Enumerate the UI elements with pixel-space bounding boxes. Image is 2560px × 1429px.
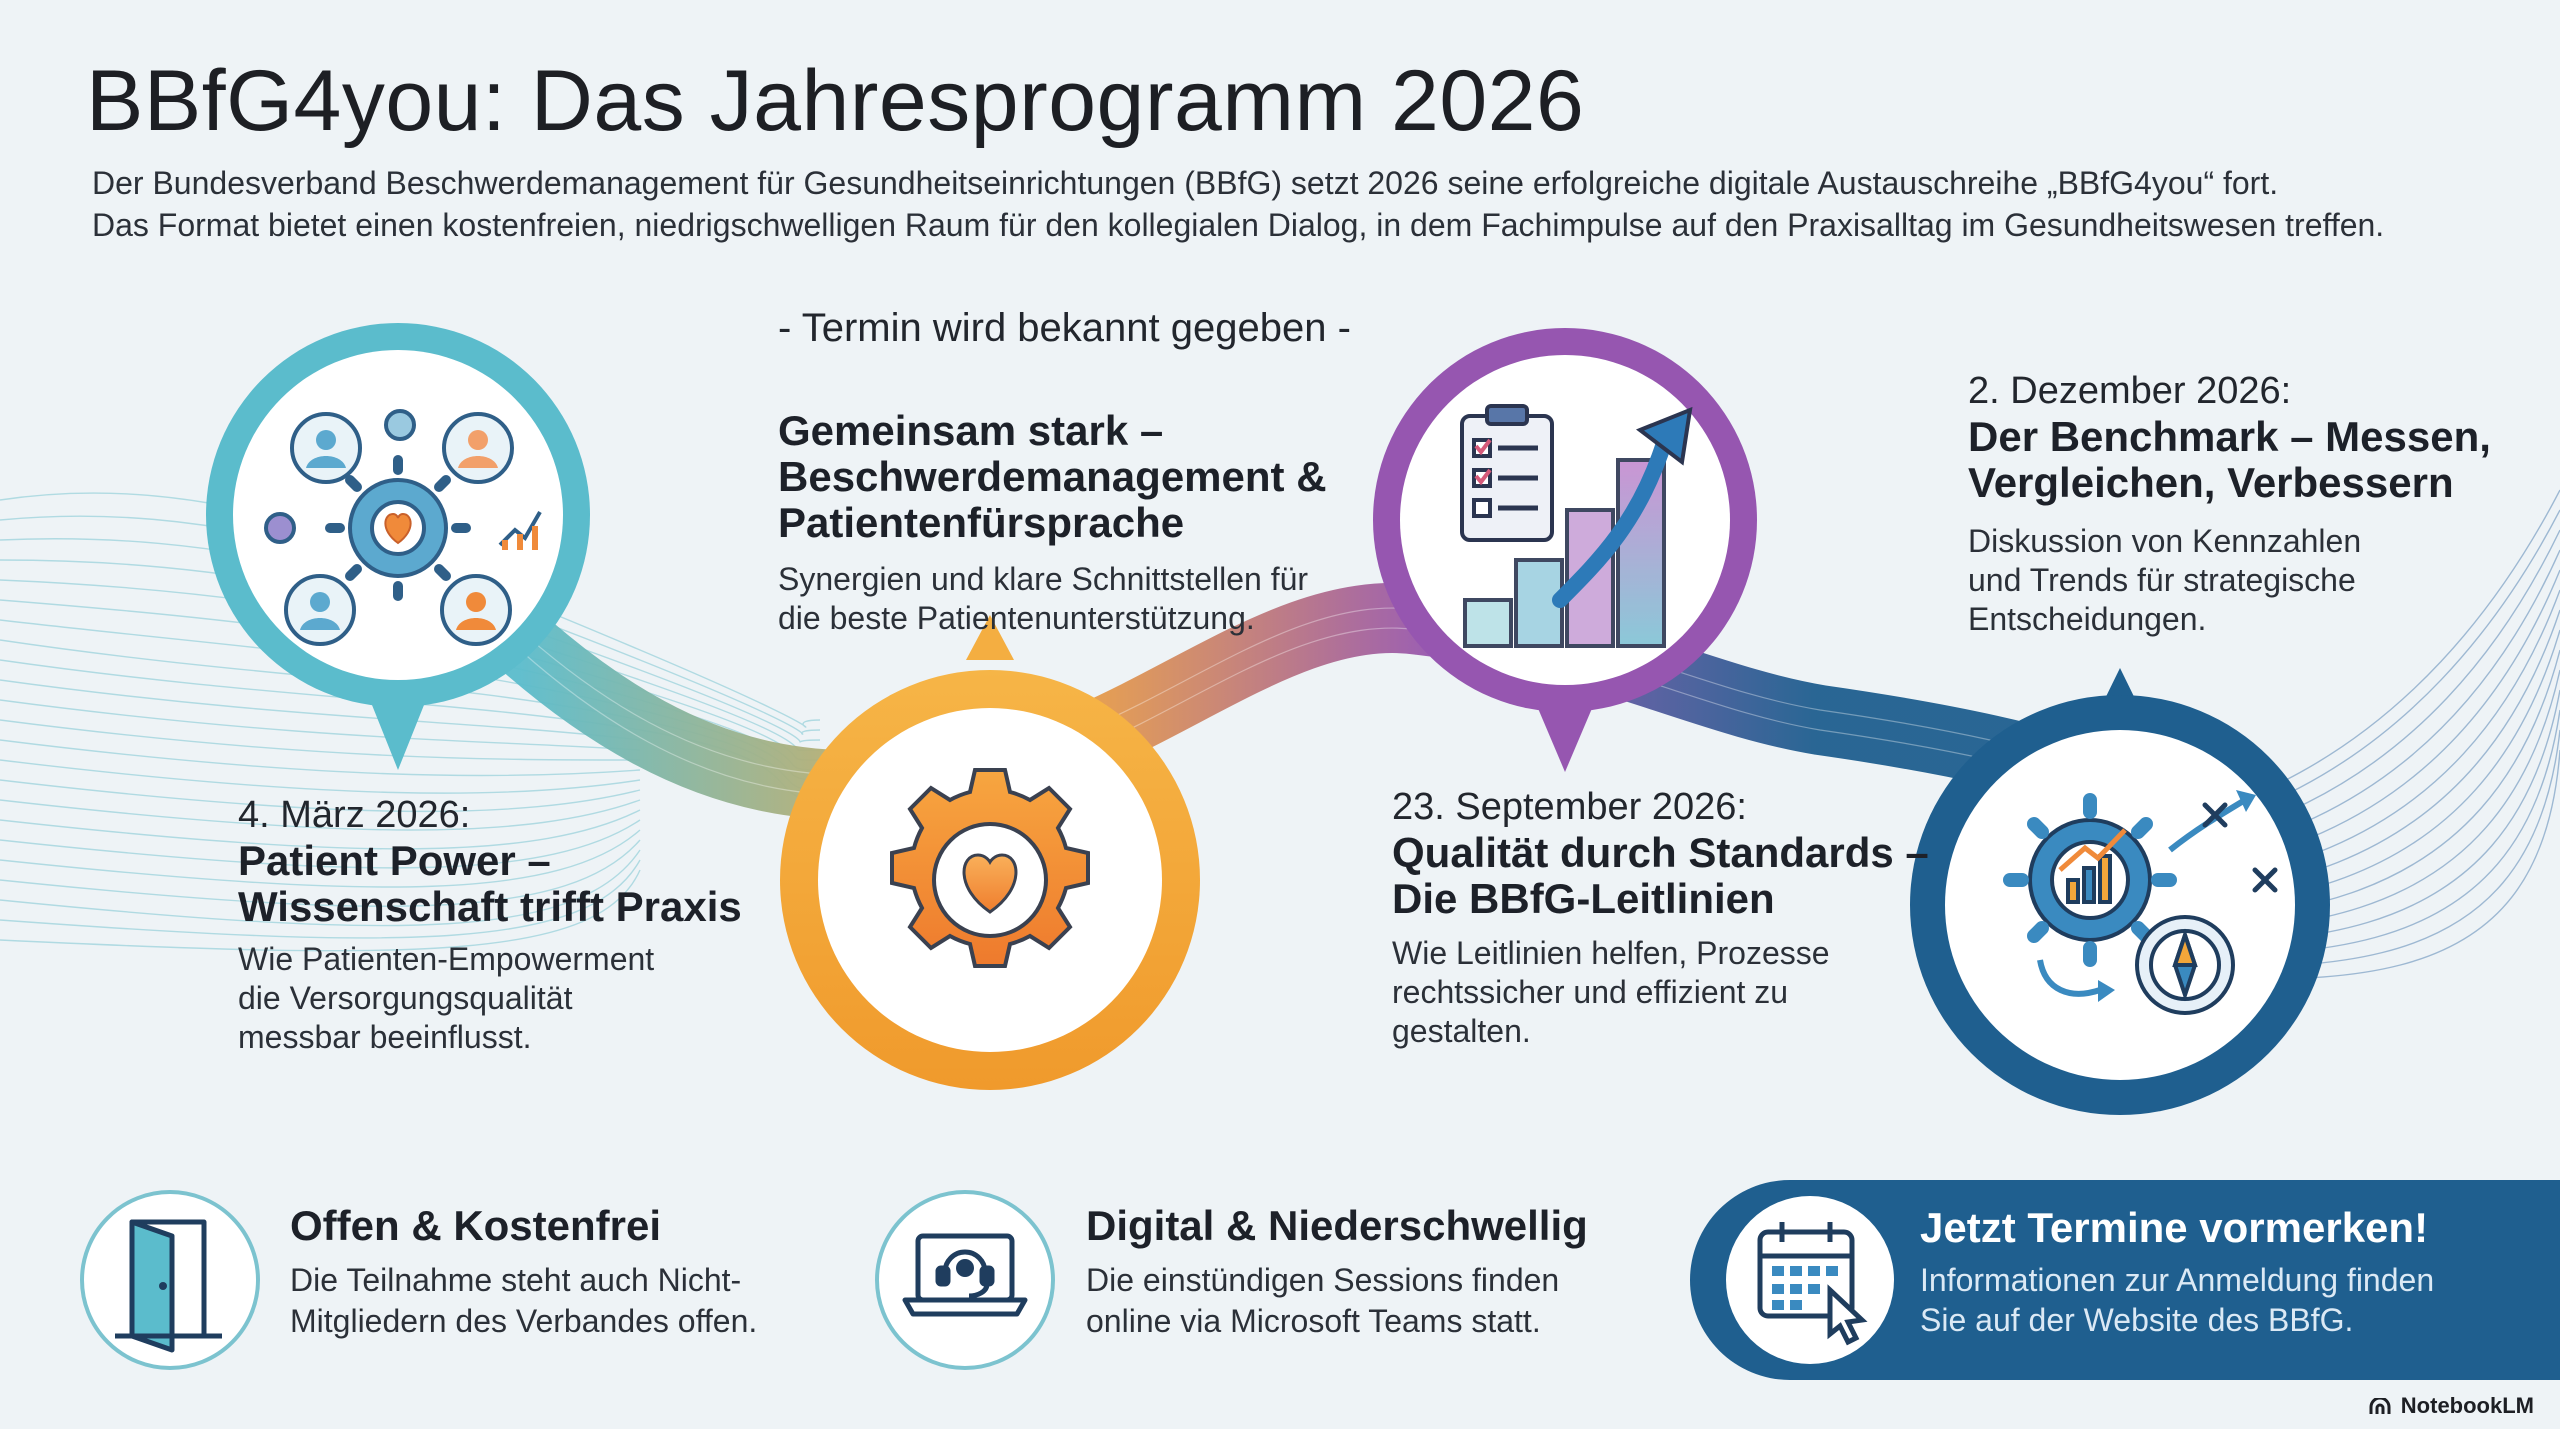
laptop-headset-icon-graphic (877, 1192, 1053, 1368)
event-1-title-line: Patient Power – (238, 837, 551, 884)
event-3 (1392, 784, 1929, 1051)
feature-1-desc (290, 1260, 757, 1342)
event-1-desc-line: Wie Patienten-Empowerment (238, 941, 655, 977)
notebooklm-logo-icon (2369, 1398, 2395, 1416)
cta-title[interactable]: Jetzt Termine vormerken! (1920, 1204, 2429, 1251)
event-2-title-line: Gemeinsam stark – (778, 407, 1164, 454)
feature-1-title: Offen & Kostenfrei (290, 1202, 662, 1249)
event-1-title-line: Wissenschaft trifft Praxis (238, 883, 742, 930)
event-3-desc-line: rechtssicher und effizient zu (1392, 974, 1789, 1010)
cta-desc (1920, 1260, 2434, 1340)
cta-desc-line: Informationen zur Anmeldung finden (1920, 1262, 2435, 1298)
event-1-title (238, 838, 742, 930)
event-4-desc-line: Entscheidungen. (1968, 601, 2207, 637)
notebooklm-brand (2369, 1393, 2534, 1419)
cta-desc-line: Sie auf der Website des BBfG. (1920, 1302, 2354, 1338)
event-1 (238, 792, 742, 1057)
event-2-desc-line: die beste Patientenunterstützung. (778, 600, 1255, 636)
event-4-desc (1968, 522, 2491, 639)
event-3-title-line: Qualität durch Standards – (1392, 829, 1929, 876)
event-4-date: 2. Dezember 2026: (1968, 370, 2292, 412)
event-3-desc-line: Wie Leitlinien helfen, Prozesse (1392, 935, 1830, 971)
feature-2-desc-line: online via Microsoft Teams statt. (1086, 1303, 1541, 1339)
page-title: BBfG4you: Das Jahresprogramm 2026 (86, 53, 1585, 149)
door-icon-graphic (82, 1192, 258, 1368)
feature-1-desc-line: Die Teilnahme steht auch Nicht- (290, 1262, 742, 1298)
intro-text (92, 162, 2492, 246)
intro-line-1: Der Bundesverband Beschwerdemanagement für Gesundheitseinrichtungen (BBfG) setzt 2026 seine erfolgreiche digitale Austauschreihe „BBfG4you“ fort. (92, 165, 2279, 201)
event-4 (1968, 368, 2491, 639)
event-2-title-line: Patientenfürsprache (778, 499, 1185, 546)
feature-2-desc-line: Die einstündigen Sessions finden (1086, 1262, 1560, 1298)
event-1-date: 4. März 2026: (238, 794, 471, 836)
feature-1-desc-line: Mitgliedern des Verbandes offen. (290, 1303, 758, 1339)
event-1-desc (238, 940, 742, 1057)
event-3-title-line: Die BBfG-Leitlinien (1392, 875, 1775, 922)
gear-heart-icon (892, 770, 1088, 966)
event-1-desc-line: die Versorgungsqualität (238, 980, 573, 1016)
event-3-desc-line: gestalten. (1392, 1013, 1531, 1049)
event-4-title-line: Vergleichen, Verbessern (1968, 459, 2454, 506)
event-2-date: - Termin wird bekannt gegeben - (778, 306, 1351, 350)
event-2-desc (778, 560, 1327, 638)
event-4-title-line: Der Benchmark – Messen, (1968, 413, 2491, 460)
intro-line-2: Das Format bietet einen kostenfreien, niedrigschwelligen Raum für den kollegialen Dialog, in dem Fachimpulse auf den Praxisalltag im Gesundheitswesen treffen. (92, 207, 2385, 243)
event-3-date: 23. September 2026: (1392, 786, 1747, 828)
feature-open-free (290, 1202, 757, 1342)
event-2 (778, 408, 1327, 638)
event-1-desc-line: messbar beeinflusst. (238, 1019, 532, 1055)
cta-block[interactable] (1920, 1204, 2434, 1340)
event-2-desc-line: Synergien und klare Schnittstellen für (778, 561, 1309, 597)
feature-2-desc (1086, 1260, 1588, 1342)
feature-2-title: Digital & Niederschwellig (1086, 1202, 1588, 1249)
event-4-title (1968, 414, 2491, 506)
event-3-desc (1392, 934, 1929, 1051)
event-2-title (778, 408, 1327, 546)
event-4-desc-line: Diskussion von Kennzahlen (1968, 523, 2362, 559)
event-3-title (1392, 830, 1929, 922)
brand-label: NotebookLM (2400, 1393, 2534, 1418)
event-2-title-line: Beschwerdemanagement & (778, 453, 1327, 500)
feature-digital (1086, 1202, 1588, 1342)
event-4-desc-line: und Trends für strategische (1968, 562, 2356, 598)
